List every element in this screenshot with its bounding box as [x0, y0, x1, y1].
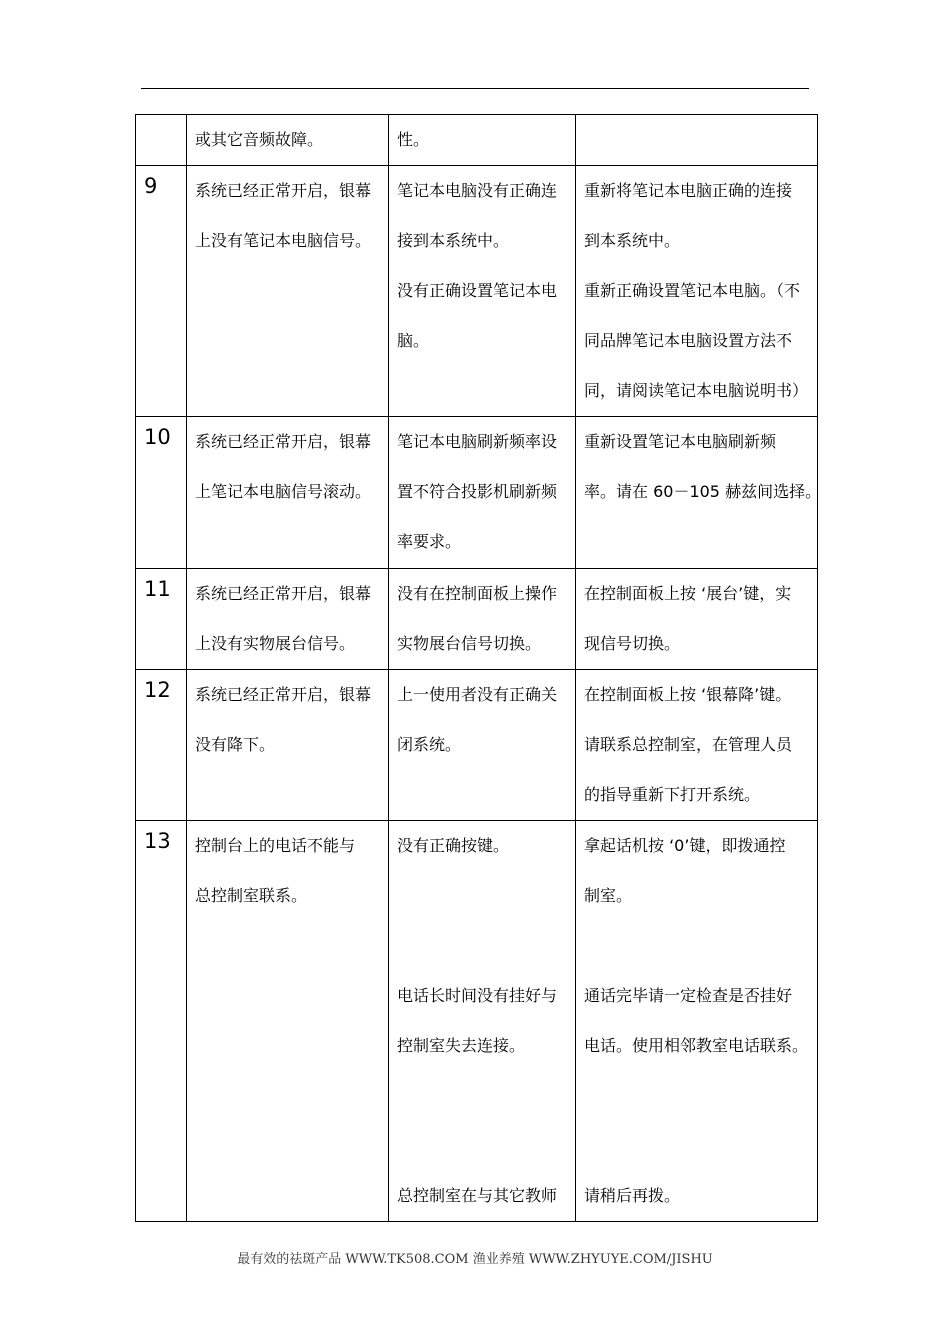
symptom-cell — [187, 821, 389, 1222]
solution-line: 重新正确设置笔记本电脑。（不 — [584, 281, 801, 300]
solution-line — [584, 921, 813, 971]
cause-line: 总控制室在与其它教师 — [397, 1186, 558, 1205]
row-number-text: 10 — [144, 425, 171, 449]
symptom-line: 上没有笔记本电脑信号。 — [195, 231, 372, 250]
symptom-line: 系统已经正常开启，银幕 — [195, 181, 372, 200]
symptom-line: 总控制室联系。 — [195, 886, 308, 905]
cause-line — [397, 1121, 571, 1171]
table-row — [136, 166, 818, 417]
solution-line: 制室。 — [584, 886, 633, 905]
cause-line: 笔记本电脑没有正确连 — [397, 181, 558, 200]
solution-line: 现信号切换。 — [584, 634, 681, 653]
row-number — [136, 166, 187, 417]
symptom-line: 或其它音频故障。 — [195, 130, 324, 149]
solution-line: 率。请在 60－105 赫兹间选择。 — [584, 482, 822, 501]
solution-line: 同品牌笔记本电脑设置方法不 — [584, 331, 793, 350]
table-row — [136, 417, 818, 569]
solution-cell — [576, 115, 818, 166]
solution-line: 在控制面板上按 ‘银幕降’键。 — [584, 685, 792, 704]
row-number — [136, 670, 187, 821]
solution-line: 的指导重新下打开系统。 — [584, 785, 761, 804]
cause-line: 实物展台信号切换。 — [397, 634, 542, 653]
cause-line — [397, 871, 571, 921]
symptom-cell — [187, 417, 389, 569]
cause-line — [397, 1071, 571, 1121]
row-number-text: 13 — [144, 829, 171, 853]
page-footer: 最有效的祛斑产品 WWW.TK508.COM 渔业养殖 WWW.ZHYUYE.COM/JISHU — [237, 1252, 713, 1267]
cause-cell — [389, 417, 576, 569]
symptom-line: 上没有实物展台信号。 — [195, 634, 356, 653]
cause-cell — [389, 670, 576, 821]
cause-cell — [389, 115, 576, 166]
symptom-line: 控制台上的电话不能与 — [195, 836, 356, 855]
cause-line: 闭系统。 — [397, 735, 462, 754]
cause-line: 电话长时间没有挂好与 — [397, 986, 558, 1005]
symptom-line: 系统已经正常开启，银幕 — [195, 584, 372, 603]
cause-line: 没有正确按键。 — [397, 836, 510, 855]
solution-cell — [576, 821, 818, 1222]
row-number — [136, 569, 187, 670]
solution-line: 重新设置笔记本电脑刷新频 — [584, 432, 777, 451]
row-number — [136, 115, 187, 166]
symptom-line: 上笔记本电脑信号滚动。 — [195, 482, 372, 501]
cause-cell — [389, 166, 576, 417]
solution-line: 拿起话机按 ‘0’键，即拨通控 — [584, 836, 786, 855]
solution-line: 请联系总控制室，在管理人员 — [584, 735, 793, 754]
solution-cell — [576, 417, 822, 569]
symptom-cell — [187, 166, 389, 417]
solution-line: 通话完毕请一定检查是否挂好 — [584, 986, 793, 1005]
symptom-line: 系统已经正常开启，银幕 — [195, 432, 372, 451]
row-number — [136, 417, 187, 569]
table-row — [136, 569, 818, 670]
symptom-cell — [187, 115, 389, 166]
row-number-text: 9 — [144, 174, 158, 198]
solution-line: 请稍后再拨。 — [584, 1186, 681, 1205]
solution-cell — [576, 670, 818, 821]
cause-line: 笔记本电脑刷新频率设 — [397, 432, 558, 451]
symptom-line: 没有降下。 — [195, 735, 276, 754]
cause-line: 控制室失去连接。 — [397, 1036, 526, 1055]
cause-cell — [389, 821, 576, 1222]
cause-cell — [389, 569, 576, 670]
row-number — [136, 821, 187, 1222]
solution-cell — [576, 166, 818, 417]
table-row — [136, 821, 818, 1222]
cause-line: 置不符合投影机刷新频 — [397, 482, 558, 501]
solution-cell — [576, 569, 818, 670]
cause-line — [397, 921, 571, 971]
table-row — [136, 670, 818, 821]
cause-line: 脑。 — [397, 331, 430, 350]
fault-table-body — [136, 115, 822, 1222]
symptom-cell — [187, 569, 389, 670]
solution-line — [584, 1121, 813, 1171]
solution-line — [584, 1071, 813, 1121]
row-number-text: 11 — [144, 577, 171, 601]
solution-line: 重新将笔记本电脑正确的连接 — [584, 181, 793, 200]
fault-table — [135, 114, 822, 1222]
solution-line: 在控制面板上按 ‘展台’键，实 — [584, 584, 792, 603]
cause-line: 没有正确设置笔记本电 — [397, 281, 558, 300]
symptom-line: 系统已经正常开启，银幕 — [195, 685, 372, 704]
solution-line: 到本系统中。 — [584, 231, 681, 250]
cause-line: 性。 — [397, 130, 430, 149]
solution-line: 电话。使用相邻教室电话联系。 — [584, 1036, 809, 1055]
header-rule — [141, 88, 809, 89]
row-number-text: 12 — [144, 678, 171, 702]
cause-line: 接到本系统中。 — [397, 231, 510, 250]
symptom-cell — [187, 670, 389, 821]
cause-line: 上一使用者没有正确关 — [397, 685, 558, 704]
cause-line: 没有在控制面板上操作 — [397, 584, 558, 603]
solution-line: 同，请阅读笔记本电脑说明书） — [584, 381, 809, 400]
table-row — [136, 115, 818, 166]
cause-line: 率要求。 — [397, 532, 462, 551]
